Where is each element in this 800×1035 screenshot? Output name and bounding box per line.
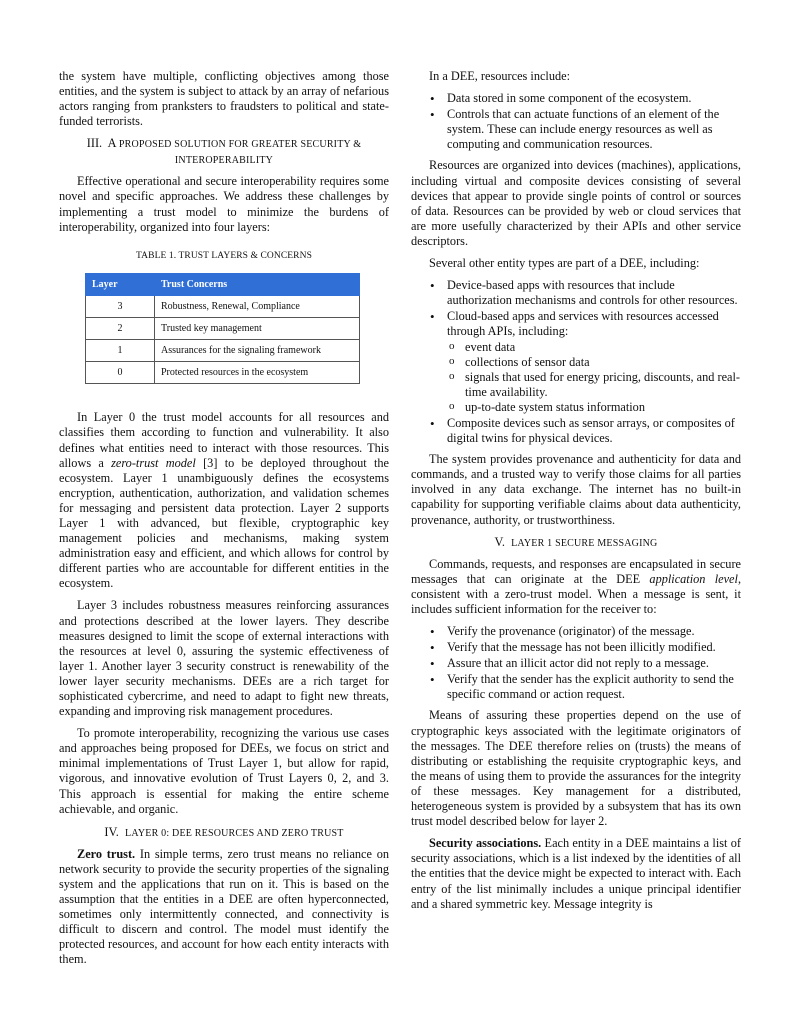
sub-list-item: o up-to-date system status information [465, 400, 741, 415]
section-3-heading: III. A PROPOSED SOLUTION FOR GREATER SECURITY & INTEROPERABILITY [86, 136, 362, 167]
paragraph-resources-intro: In a DEE, resources include: [429, 69, 571, 83]
paragraph-entity-types: Several other entity types are part of a DEE, including: [429, 256, 700, 271]
trust-layers-table [85, 273, 360, 384]
table-row [86, 295, 360, 317]
list-item: • Composite devices such as sensor arrays, or composites of digital twins for physical devices. [447, 416, 741, 446]
left-column [59, 69, 389, 975]
list-item: • Assure that an illicit actor did not reply to a message. [447, 656, 741, 671]
paragraph-commands: Commands, requests, and responses are encapsulated in secure messages that can originate at the DEE application level, consistent with a zero-trust model. When a message is sent, it includes sufficient information for the receiver to: [411, 556, 742, 616]
sub-list-item: o collections of sensor data [465, 355, 741, 370]
sub-list-item: o signals that used for energy pricing, discounts, and real-time availability. [465, 370, 741, 400]
section-4-heading: IV. LAYER 0: DEE RESOURCES AND ZERO TRUST [104, 824, 344, 839]
paragraph-key-means: Means of assuring these properties depend on the use of cryptographic keys associated with the legitimate originators of the messages. The DEE therefore relies on (trusts) the means of distributing or establishing the requisite cryptographic keys, and the means of using them to provide the assurances for the integrity of these messages. Key management for a distributed, heterogeneous system is provided by a subsystem that has its own trust model described below for layer 2. [411, 708, 741, 829]
section-5-heading: V. LAYER 1 SECURE MESSAGING [494, 534, 658, 549]
right-column [411, 69, 741, 919]
paragraph-resources: Resources are organized into devices (machines), applications, including virtual and composite devices consisting of several devices that appear to provide single points of control or sources of data. Resources can be provided by web or cloud services that are more usefully characterized by their APIs and other service descriptors. [411, 158, 741, 248]
resources-list [411, 91, 741, 152]
table-row [86, 340, 360, 362]
table-cell-layer: 2 [86, 318, 155, 340]
list-item: • Cloud-based apps and services with resources accessed through APIs, including: o event data o collections of sensor data o signals that used for energy pricing, discounts, and real-time availability. o up-to-date system status information [447, 309, 741, 415]
verify-list [411, 624, 741, 702]
table-row [86, 362, 360, 384]
list-item: • Data stored in some component of the ecosystem. [447, 91, 741, 106]
paragraph-section-3: Effective operational and secure interoperability requires some novel and specific approaches. We address these challenges by implementing a trust model to minimize the burdens of interoperability, organized into four layers: [59, 174, 389, 234]
spacer [59, 384, 389, 410]
paragraph-layer-3: Layer 3 includes robustness measures reinforcing assurances and protections described at the lower layers. They describe measures designed to limit the scope of external interactions with the resources at level 0, assuring the systemic effectiveness of layer 1. Another layer 3 security construct is renewability of the lower layer security mechanisms. DEEs are a rich target for sophisticated cybercrime, and need to adapt to fight new threats, expanding and improving risk management procedures. [59, 598, 389, 719]
paragraph-layer-0: In Layer 0 the trust model accounts for all resources and classifies them according to function and vulnerability. It also defines what entities need to interact with those resources. This allows a zero-trust model [3] to be deployed throughout the ecosystem. Layer 1 unambiguously defines the ecosystems encryption, authentication, authorization, and validation schemes for messaging and persistent data protection. Layer 2 supports Layer 1 with advanced, but flexible, cryptographic key management policies and mechanisms, making system administration easy and efficient, and which allows for control by different parties who are accountable for different entities in the ecosystem. [59, 410, 389, 591]
table-cell-layer: 3 [86, 295, 155, 317]
table-caption: TABLE 1. TRUST LAYERS & CONCERNS [136, 250, 312, 261]
table-cell-layer: 1 [86, 340, 155, 362]
list-item: • Verify that the sender has the explicit authority to send the specific command or action request. [447, 672, 741, 702]
table-cell-concern: Protected resources in the ecosystem [155, 362, 360, 384]
list-item: • Verify that the message has not been illicitly modified. [447, 640, 741, 655]
list-item: • Device-based apps with resources that include authorization mechanisms and controls for other resources. [447, 278, 741, 308]
paragraph-intro-continuation: the system have multiple, conflicting objectives among those entities, and the system is subject to attack by an array of nefarious actors ranging from pranksters to fraudsters to political and state-funded terrorists. [59, 69, 389, 129]
paragraph-interoperability: To promote interoperability, recognizing the various use cases and approaches being proposed for DEEs, we focus on strict and minimal implementations of Trust Layer 1, but allow for rapid, vigorous, and innovative evolution of Trust Layers 0, 2, and 3. This approach is essential for making the entire scheme achievable, and organic. [59, 726, 389, 816]
table-header-row [86, 273, 360, 295]
paragraph-zero-trust: Zero trust. In simple terms, zero trust means no reliance on network security to provide the security properties of the signaling system and the applications that run on it. This is based on the assumption that the entities in a DEE are often hyperconnected, sometimes only intermittently connected, and connectivity is difficult to discern and control. The model must identify the protected resources, and account for how each entity interacts with them. [59, 846, 389, 967]
paragraph-security-associations: Security associations. Each entity in a DEE maintains a list of security associations, which is a list indexed by the identities of all the entities that the device might be expected to interact with. Each entry of the list minimally includes a unique principal identifier and a shared symmetric key. Message integrity is [411, 836, 741, 911]
sub-list-item: o event data [465, 340, 741, 355]
paragraph-provenance: The system provides provenance and authenticity for data and commands, and a trusted way to verify those claims for all parties involved in any data exchange. The internet has no built-in capability for supporting verifiable claims about data authenticity, provenance, authority, or trustworthiness. [411, 452, 741, 527]
list-item: • Verify the provenance (originator) of the message. [447, 624, 741, 639]
table-header-concerns: Trust Concerns [155, 273, 360, 295]
table-cell-concern: Assurances for the signaling framework [155, 340, 360, 362]
table-header-layer: Layer [86, 273, 155, 295]
table-row [86, 318, 360, 340]
list-item: • Controls that can actuate functions of an element of the system. These can include energy resources as well as computing and communication resources. [447, 107, 741, 152]
sub-list [447, 340, 741, 415]
table-cell-concern: Trusted key management [155, 318, 360, 340]
table-cell-layer: 0 [86, 362, 155, 384]
entity-types-list [411, 278, 741, 446]
table-cell-concern: Robustness, Renewal, Compliance [155, 295, 360, 317]
